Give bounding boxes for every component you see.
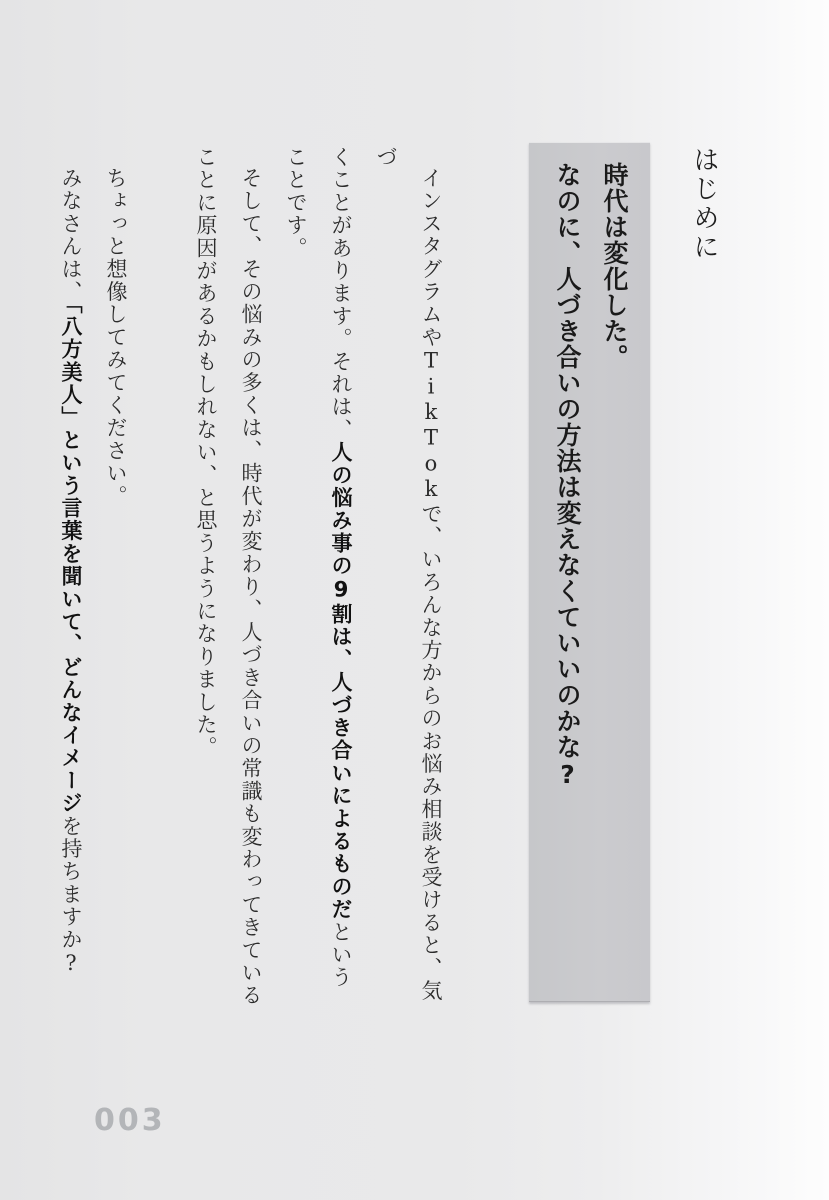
paragraph xyxy=(183,146,273,1022)
paragraph xyxy=(93,146,138,1022)
lead-quote-line-1: 時代は変化した。 xyxy=(600,162,629,370)
body-segment: ちょっと想像してみてください。 xyxy=(104,167,128,508)
body-text xyxy=(59,146,453,1022)
paragraph xyxy=(48,146,93,1022)
body-segment: インスタグラムやTikTokで、いろんな方からのお悩み相談を受けると、気づ xyxy=(374,146,443,1003)
page-number: 003 xyxy=(94,1103,166,1138)
body-segment: そして、その悩みの多くは、時代が変わり、人づき合いの常識も変わってきている xyxy=(239,167,263,1007)
lead-quote-box xyxy=(529,142,650,1002)
paragraph xyxy=(273,146,453,1022)
body-segment: くことがあります。それは、 xyxy=(329,146,353,442)
body-segment: みなさんは、 xyxy=(59,167,83,304)
body-segment: ことです。 xyxy=(284,146,308,260)
body-segment: ことに原因があるかもしれない、と思うようになりました。 xyxy=(194,146,218,759)
emphasis-text: 人の悩み事の9割は、人づき合いによるものだ xyxy=(329,441,353,921)
lead-quote-line-2: なのに、人づき合いの方法は変えなくていいのかな? xyxy=(553,162,582,790)
emphasis-text: 「八方美人」という言葉を聞いて、どんなイメージ xyxy=(59,303,83,815)
chapter-title: はじめに xyxy=(689,146,719,262)
body-segment: を持ちますか? xyxy=(59,814,83,977)
body-segment: という xyxy=(329,920,353,989)
